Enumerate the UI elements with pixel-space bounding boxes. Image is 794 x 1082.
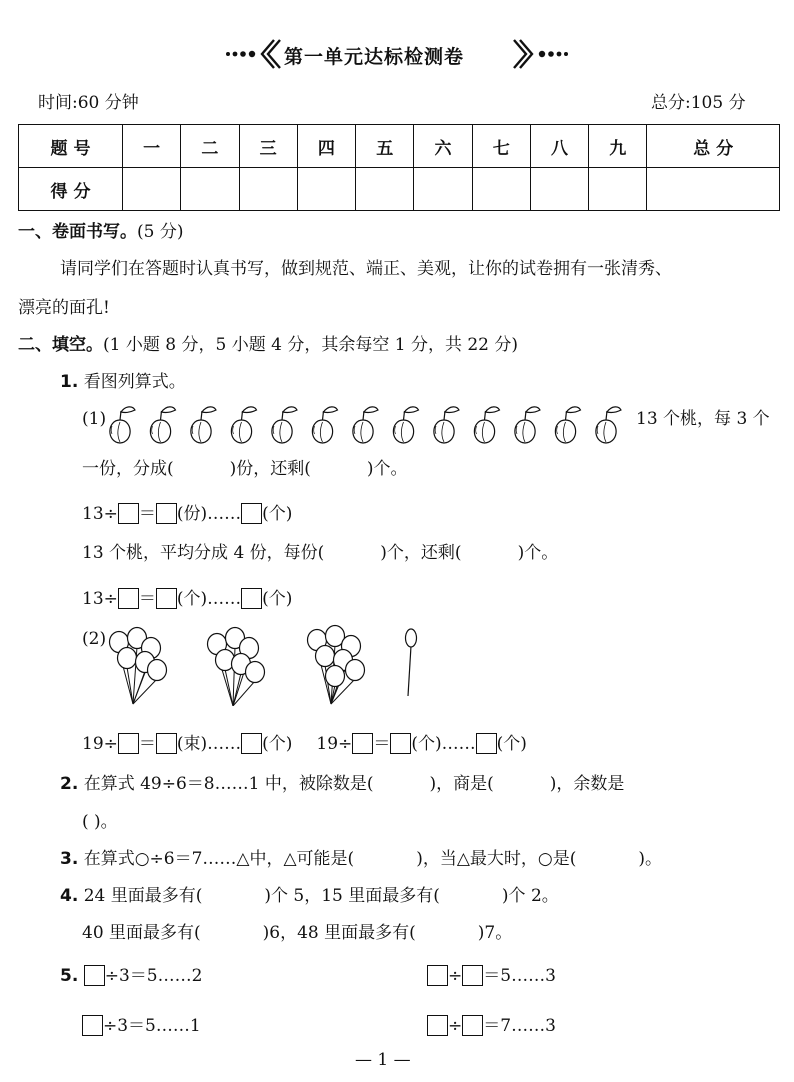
table-header-cell: 题 号 [19, 125, 123, 168]
text: )。 [638, 849, 663, 869]
table-row-label: 得 分 [19, 168, 123, 211]
score-cell[interactable] [356, 168, 414, 211]
table-header-cell: 九 [589, 125, 647, 168]
answer-box[interactable] [427, 965, 448, 986]
q5-equation-a [60, 965, 202, 986]
text: (个) [262, 504, 293, 524]
q1-part1-line2 [82, 461, 408, 478]
q4-line1 [60, 888, 559, 905]
section1-text-line2: 漂亮的面孔! [18, 298, 110, 318]
text: 13÷ [82, 504, 118, 524]
peach-icon [474, 407, 499, 443]
text: 13÷ [82, 589, 118, 609]
text: ＝7……3 [483, 1016, 556, 1036]
exam-total-score: 总分:105 分 [651, 93, 746, 113]
peach-icon [515, 407, 540, 443]
text: ÷ [448, 966, 463, 986]
table-header-cell: 七 [472, 125, 530, 168]
q1-part1-label: (1) [82, 409, 107, 429]
answer-box[interactable] [118, 503, 139, 524]
text: )个。 [517, 543, 559, 563]
table-header-cell: 三 [239, 125, 297, 168]
answer-box[interactable] [82, 1015, 103, 1036]
question-number: 1. [60, 372, 79, 392]
text: ÷ [448, 1016, 463, 1036]
answer-box[interactable] [156, 588, 177, 609]
text: )个。 [366, 459, 408, 479]
peach-icon [231, 407, 256, 443]
peach-icon [312, 407, 337, 443]
score-cell[interactable] [472, 168, 530, 211]
text: (个) [262, 589, 293, 609]
text: ＝ [138, 589, 156, 609]
balloon-bunch-icon [110, 628, 167, 705]
answer-box[interactable] [118, 733, 139, 754]
score-cell[interactable] [123, 168, 181, 211]
balloon-bunch-icon [308, 626, 365, 705]
balloon-bunch-icon [208, 628, 265, 707]
q1-prompt [60, 374, 186, 391]
section1-title [18, 224, 183, 241]
q1-part1-line4 [82, 545, 558, 562]
single-balloon-icon [406, 629, 417, 696]
peach-icon [393, 407, 418, 443]
peach-icon [596, 407, 621, 443]
text: (个) [262, 734, 293, 754]
section-points: (5 分) [137, 222, 184, 242]
page-title: 第一单元达标检测卷 [284, 46, 465, 68]
q1-equation1 [82, 503, 292, 524]
text: )个 2。 [501, 886, 559, 906]
peach-icon [353, 407, 378, 443]
section-heading: 一、卷面书写。 [18, 222, 137, 242]
answer-box[interactable] [156, 503, 177, 524]
question-number: 3. [60, 849, 79, 869]
q1-equation2 [82, 588, 292, 609]
text: 19÷ [316, 734, 353, 754]
question-number: 5. [60, 966, 79, 986]
text: )，商是( [429, 774, 494, 794]
text: 一份，分成( [82, 459, 174, 479]
balloon-bunches-illustration [105, 624, 455, 706]
title-banner [222, 36, 572, 72]
text: ÷3＝5……1 [103, 1016, 201, 1036]
score-table-score-row [19, 168, 780, 211]
score-cell[interactable] [589, 168, 647, 211]
score-table-header-row [19, 125, 780, 168]
score-cell[interactable] [181, 168, 239, 211]
q5-equation-d [427, 1015, 556, 1036]
text: ＝ [373, 734, 391, 754]
answer-box[interactable] [427, 1015, 448, 1036]
section2-title [18, 337, 518, 354]
answer-box[interactable] [241, 503, 262, 524]
text: )份，还剩( [229, 459, 311, 479]
text: (份)…… [176, 504, 242, 524]
text: )7。 [477, 923, 513, 943]
q1-part2-label: (2) [82, 629, 107, 649]
table-header-cell: 六 [414, 125, 472, 168]
peach-icon [191, 407, 216, 443]
text: 24 里面最多有( [83, 886, 203, 906]
q1-equations-part2 [82, 733, 527, 754]
q5-equation-c [82, 1015, 201, 1036]
question-number: 4. [60, 886, 79, 906]
section-heading: 二、填空。 [18, 335, 103, 355]
text: 在算式○÷6＝7……△中，△可能是( [83, 849, 355, 869]
peach-icon [555, 407, 580, 443]
text: 19÷ [82, 734, 118, 754]
peach-icon [272, 407, 297, 443]
q4-line2 [82, 925, 512, 942]
score-cell[interactable] [414, 168, 472, 211]
answer-box[interactable] [476, 733, 497, 754]
score-cell[interactable] [297, 168, 355, 211]
text: )个 5，15 里面最多有( [264, 886, 440, 906]
table-header-cell: 二 [181, 125, 239, 168]
text: ＝5……3 [483, 966, 556, 986]
text: )6，48 里面最多有( [262, 923, 416, 943]
section-points: (1 小题 8 分，5 小题 4 分，其余每空 1 分，共 22 分) [103, 335, 519, 355]
answer-box[interactable] [84, 965, 105, 986]
question-text: 看图列算式。 [83, 372, 186, 392]
peach-icon [110, 407, 135, 443]
peach-icon [434, 407, 459, 443]
peach-row-illustration [106, 402, 636, 446]
text: 在算式 49÷6＝8……1 中，被除数是( [83, 774, 374, 794]
text: 40 里面最多有( [82, 923, 201, 943]
text: (个)…… [411, 734, 476, 754]
q3-line [60, 851, 662, 868]
answer-box[interactable] [390, 733, 411, 754]
answer-box[interactable] [156, 733, 177, 754]
exam-time: 时间:60 分钟 [38, 93, 139, 113]
text: (束)…… [176, 734, 242, 754]
table-header-cell: 四 [297, 125, 355, 168]
page-number: — 1 — [355, 1050, 411, 1070]
answer-box[interactable] [352, 733, 373, 754]
text: ＝ [138, 504, 156, 524]
answer-box[interactable] [241, 588, 262, 609]
score-cell[interactable] [530, 168, 588, 211]
text: )，当△最大时，○是( [416, 849, 577, 869]
answer-box[interactable] [241, 733, 262, 754]
score-cell[interactable] [647, 168, 780, 211]
q1-part1-tail: 13 个桃，每 3 个 [636, 409, 770, 429]
text: ÷3＝5……2 [104, 966, 203, 986]
text: )，余数是 [549, 774, 625, 794]
q2-line2: ( )。 [82, 812, 118, 832]
table-header-cell: 一 [123, 125, 181, 168]
table-header-cell: 总 分 [647, 125, 780, 168]
score-cell[interactable] [239, 168, 297, 211]
text: (个)…… [176, 589, 242, 609]
text: ＝ [138, 734, 156, 754]
table-header-cell: 五 [356, 125, 414, 168]
q2-line1 [60, 776, 624, 793]
q5-equation-b [427, 965, 556, 986]
answer-box[interactable] [118, 588, 139, 609]
score-table [18, 124, 780, 211]
text: 13 个桃，平均分成 4 份，每份( [82, 543, 325, 563]
table-header-cell: 八 [530, 125, 588, 168]
peach-icon [150, 407, 175, 443]
section1-text-line1: 请同学们在答题时认真书写，做到规范、端正、美观，让你的试卷拥有一张清秀、 [60, 259, 672, 279]
text: (个) [496, 734, 527, 754]
answer-box[interactable] [462, 1015, 483, 1036]
question-number: 2. [60, 774, 79, 794]
text: )个，还剩( [380, 543, 462, 563]
answer-box[interactable] [462, 965, 483, 986]
